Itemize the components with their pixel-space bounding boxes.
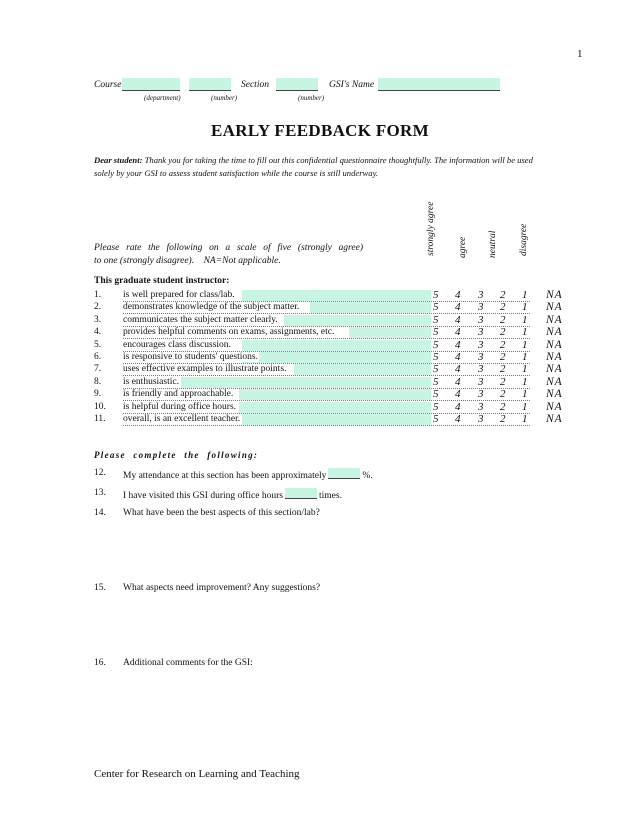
rating-option-1[interactable]: 1 <box>522 313 528 326</box>
rating-option-na[interactable]: NA <box>546 413 563 425</box>
header-strongly-agree: strongly agree <box>426 201 436 256</box>
rating-item <box>94 402 584 414</box>
rating-option-1[interactable]: 1 <box>522 351 528 363</box>
improvement-answer-area[interactable] <box>122 597 582 653</box>
rating-option-1[interactable]: 1 <box>522 375 528 388</box>
rating-item-number: 5. <box>94 339 102 350</box>
rating-item-number: 10. <box>94 401 106 412</box>
rating-option-1[interactable]: 1 <box>522 301 528 314</box>
office-hours-visits-field[interactable] <box>285 488 317 499</box>
course-label: Course <box>94 80 122 90</box>
rating-item-number: 9. <box>94 389 102 400</box>
rating-item-number: 11. <box>94 414 106 424</box>
question-number: 16. <box>94 658 106 668</box>
rating-option-3[interactable]: 3 <box>478 388 484 401</box>
rating-item-text: is well prepared for class/lab. <box>123 290 235 300</box>
rating-item-text: uses effective examples to illustrate points. <box>123 364 287 375</box>
rating-option-2[interactable]: 2 <box>500 313 506 326</box>
rating-item-number: 6. <box>94 352 102 362</box>
question-number: 15. <box>94 583 106 593</box>
rating-instructions-scale: to one (strongly disagree). <box>94 256 195 266</box>
rating-option-5[interactable]: 5 <box>433 351 439 363</box>
rating-item <box>94 302 584 314</box>
rating-option-na[interactable]: NA <box>546 289 563 301</box>
rating-option-4[interactable]: 4 <box>455 388 461 401</box>
rating-option-5[interactable]: 5 <box>433 326 439 339</box>
rating-instructions-na: NA=Not applicable. <box>203 256 281 266</box>
rating-item-number: 8. <box>94 376 102 387</box>
rating-option-2[interactable]: 2 <box>500 289 506 301</box>
rating-option-5[interactable]: 5 <box>433 388 439 401</box>
rating-option-2[interactable]: 2 <box>500 326 506 339</box>
rating-option-1[interactable]: 1 <box>522 413 528 425</box>
rating-item-text: is helpful during office hours. <box>123 401 237 412</box>
best-aspects-answer-area[interactable] <box>122 522 582 578</box>
rating-item-number: 3. <box>94 314 102 325</box>
rating-item-text: communicates the subject matter clearly. <box>123 314 278 325</box>
rating-item-text: is responsive to students' questions. <box>123 352 258 362</box>
rating-option-4[interactable]: 4 <box>455 375 461 388</box>
question-number: 13. <box>94 488 106 498</box>
footer-text: Center for Research on Learning and Teaching <box>94 768 300 780</box>
question-13-before: I have visited this GSI during office hours <box>123 491 283 501</box>
rating-option-3[interactable]: 3 <box>478 400 484 413</box>
page-title: EARLY FEEDBACK FORM <box>211 121 429 140</box>
rating-item <box>94 340 584 352</box>
rating-option-na[interactable]: NA <box>546 313 563 326</box>
rating-option-5[interactable]: 5 <box>433 400 439 413</box>
rating-option-4[interactable]: 4 <box>455 413 461 425</box>
rating-option-4[interactable]: 4 <box>455 338 461 351</box>
rating-option-na[interactable]: NA <box>546 400 563 413</box>
rating-option-2[interactable]: 2 <box>500 351 506 363</box>
section-label: Section <box>241 80 269 90</box>
intro-line-2: solely by your GSI to assess student satisfaction while the course is still underway. <box>94 168 379 178</box>
rating-option-1[interactable]: 1 <box>522 338 528 351</box>
rating-option-2[interactable]: 2 <box>500 413 506 425</box>
rating-option-4[interactable]: 4 <box>455 351 461 363</box>
question-text: What aspects need improvement? Any suggestions? <box>123 583 321 593</box>
section-number-caption: (number) <box>298 94 325 102</box>
rating-item <box>94 290 584 302</box>
rating-option-2[interactable]: 2 <box>500 375 506 388</box>
rating-option-2[interactable]: 2 <box>500 400 506 413</box>
rating-item-text: is enthusiastic. <box>123 376 179 387</box>
rating-option-2[interactable]: 2 <box>500 363 506 376</box>
section-heading: This graduate student instructor: <box>94 276 230 286</box>
rating-option-na[interactable]: NA <box>546 363 563 376</box>
rating-option-5[interactable]: 5 <box>433 313 439 326</box>
rating-option-5[interactable]: 5 <box>433 289 439 301</box>
question-13-after: times. <box>318 491 342 501</box>
rating-option-5[interactable]: 5 <box>433 338 439 351</box>
department-field[interactable] <box>122 78 180 91</box>
rating-option-na[interactable]: NA <box>546 388 563 401</box>
rating-instructions-line-2 <box>94 256 281 266</box>
rating-option-5[interactable]: 5 <box>433 301 439 314</box>
rating-option-na[interactable]: NA <box>546 326 563 339</box>
header-neutral: neutral <box>488 230 498 258</box>
rating-option-4[interactable]: 4 <box>455 326 461 339</box>
rating-option-3[interactable]: 3 <box>478 289 484 301</box>
rating-item <box>94 352 584 364</box>
question-number: 14. <box>94 508 106 518</box>
rating-item <box>94 364 584 376</box>
rating-option-3[interactable]: 3 <box>478 375 484 388</box>
attendance-percent-field[interactable] <box>328 468 360 479</box>
rating-option-1[interactable]: 1 <box>522 400 528 413</box>
rating-option-3[interactable]: 3 <box>478 413 484 425</box>
rating-item-text: is friendly and approachable. <box>123 389 234 400</box>
rating-option-3[interactable]: 3 <box>478 363 484 376</box>
rating-item-text: encourages class discussion. <box>123 339 231 350</box>
rating-option-na[interactable]: NA <box>546 351 563 363</box>
question-12-after: %. <box>362 471 373 481</box>
gsi-name-field[interactable] <box>378 78 500 91</box>
rating-item-number: 2. <box>94 302 102 313</box>
rating-option-1[interactable]: 1 <box>522 388 528 401</box>
rating-item-text: provides helpful comments on exams, assignments, etc. <box>123 327 335 338</box>
question-text: Additional comments for the GSI: <box>123 658 253 668</box>
rating-item-number: 1. <box>94 290 102 300</box>
rating-option-4[interactable]: 4 <box>455 289 461 301</box>
intro-line-1 <box>94 155 586 165</box>
rating-option-5[interactable]: 5 <box>433 375 439 388</box>
header-disagree: disagree <box>519 223 529 256</box>
rating-option-4[interactable]: 4 <box>455 363 461 376</box>
question-12-before: My attendance at this section has been approximately <box>123 471 327 481</box>
rating-option-2[interactable]: 2 <box>500 338 506 351</box>
rating-option-5[interactable]: 5 <box>433 363 439 376</box>
gsi-name-label: GSI's Name <box>329 80 375 90</box>
rating-option-3[interactable]: 3 <box>478 338 484 351</box>
rating-instructions-line-1: Please rate the following on a scale of five (strongly agree) <box>94 243 363 253</box>
rating-option-5[interactable]: 5 <box>433 413 439 425</box>
intro-text-1: Thank you for taking the time to fill out this confidential questionnaire thoughtfully. The information will be used <box>144 155 533 165</box>
rating-option-2[interactable]: 2 <box>500 301 506 314</box>
department-caption: (department) <box>144 94 181 102</box>
rating-item <box>94 389 584 401</box>
question-number: 12. <box>94 468 106 478</box>
question-text <box>123 488 342 501</box>
rating-option-na[interactable]: NA <box>546 375 563 388</box>
rating-option-na[interactable]: NA <box>546 301 563 314</box>
number-caption: (number) <box>211 94 238 102</box>
intro-lead: Dear student: <box>94 155 143 165</box>
rating-option-4[interactable]: 4 <box>455 313 461 326</box>
rating-item-text: demonstrates knowledge of the subject matter. <box>123 302 300 313</box>
section-number-field[interactable] <box>276 78 318 91</box>
rating-item-number: 4. <box>94 327 102 338</box>
rating-item <box>94 327 584 339</box>
rating-item <box>94 377 584 389</box>
page-number: 1 <box>577 48 583 60</box>
rating-item <box>94 315 584 327</box>
rating-option-3[interactable]: 3 <box>478 301 484 314</box>
rating-option-2[interactable]: 2 <box>500 388 506 401</box>
question-text <box>123 468 373 481</box>
header-agree: agree <box>458 236 468 258</box>
rating-item <box>94 414 584 426</box>
rating-option-1[interactable]: 1 <box>522 289 528 301</box>
rating-option-1[interactable]: 1 <box>522 326 528 339</box>
rating-option-3[interactable]: 3 <box>478 326 484 339</box>
rating-option-4[interactable]: 4 <box>455 301 461 314</box>
complete-heading: Please complete the following: <box>94 450 259 460</box>
rating-option-1[interactable]: 1 <box>522 363 528 376</box>
rating-option-na[interactable]: NA <box>546 338 563 351</box>
course-number-field[interactable] <box>189 78 231 91</box>
rating-option-4[interactable]: 4 <box>455 400 461 413</box>
dot-leader <box>123 377 530 389</box>
rating-item-number: 7. <box>94 364 102 375</box>
additional-comments-answer-area[interactable] <box>122 672 582 758</box>
question-text: What have been the best aspects of this section/lab? <box>123 508 320 518</box>
rating-option-3[interactable]: 3 <box>478 351 484 363</box>
rating-item-text: overall, is an excellent teacher. <box>123 414 241 424</box>
rating-option-3[interactable]: 3 <box>478 313 484 326</box>
